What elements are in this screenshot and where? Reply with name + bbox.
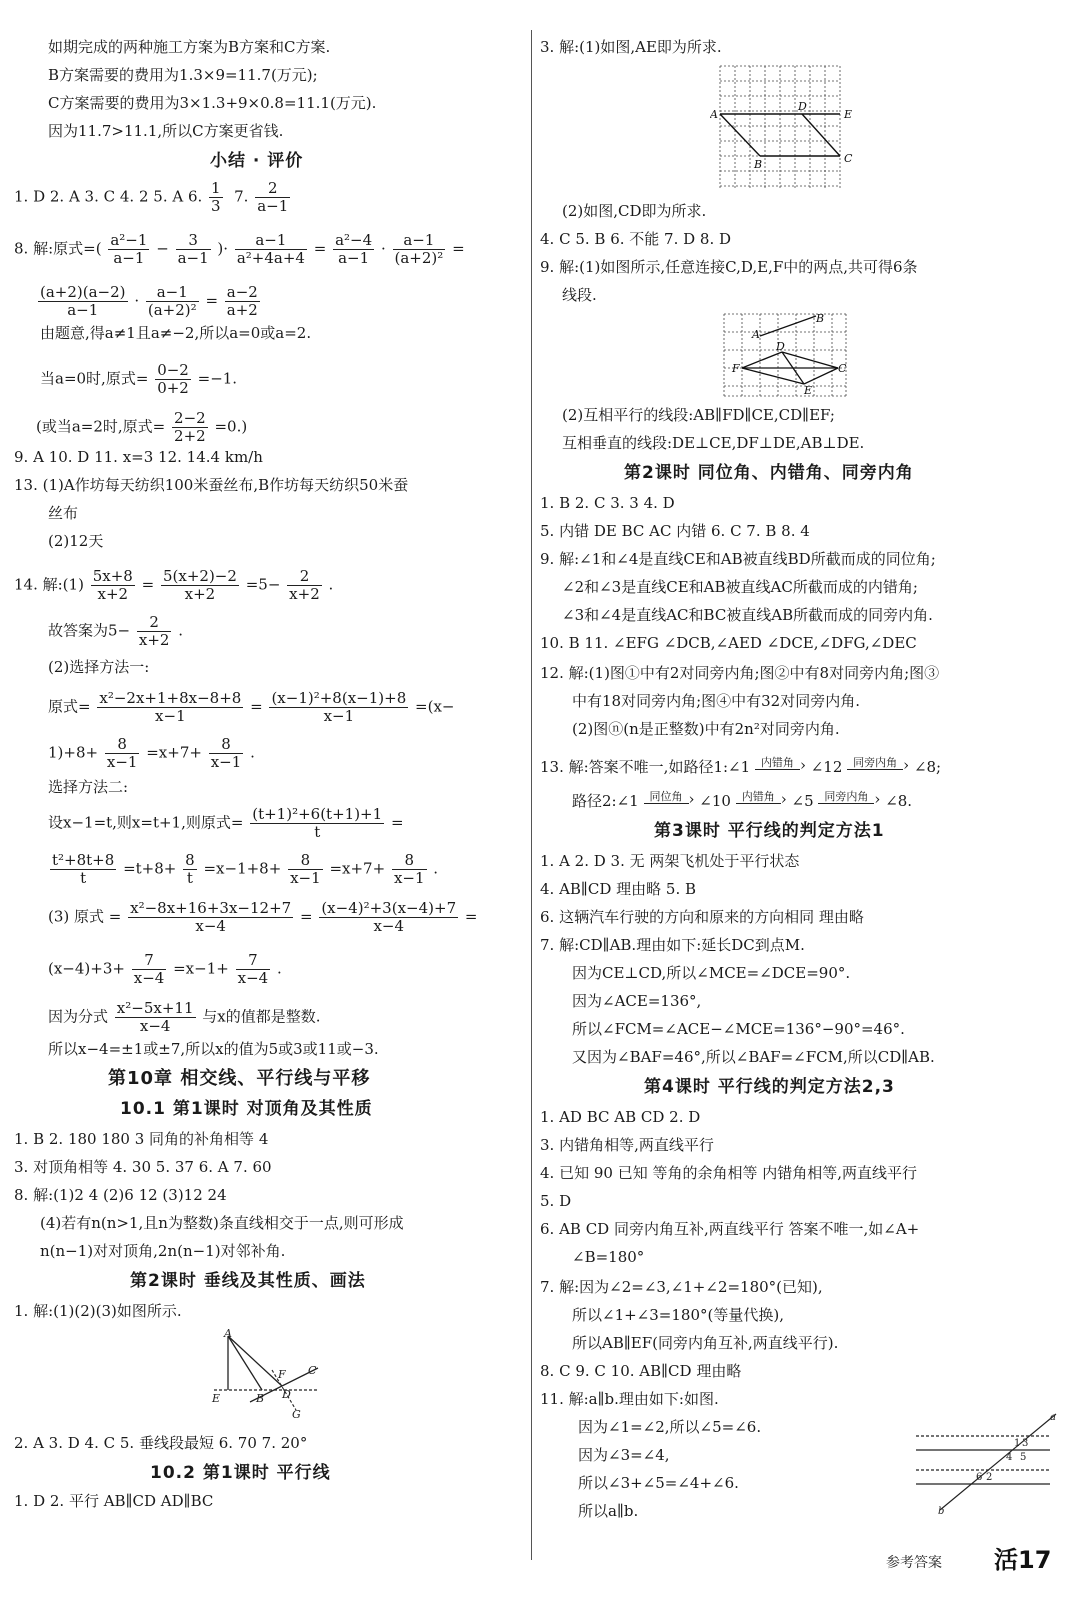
point-label: C — [844, 152, 853, 165]
point-label: E — [844, 108, 853, 121]
text-line: 3. 解:(1)如图,AE即为所求. — [540, 38, 722, 56]
parallel-lines-figure — [910, 1410, 1060, 1520]
text-line: B方案需要的费用为1.3×9=11.7(万元); — [48, 66, 318, 84]
text-line: 4. AB∥CD 理由略 5. B — [540, 880, 697, 898]
text-line: 所以∠1+∠3=180°(等量代换), — [572, 1306, 784, 1324]
text-line: 4. C 5. B 6. 不能 7. D 8. D — [540, 230, 732, 248]
text-line: ∠2和∠3是直线CE和AB被直线AC所截而成的内错角; — [562, 578, 918, 596]
arrow-label: 内错角 — [736, 791, 781, 804]
text-line: n(n−1)对对顶角,2n(n−1)对邻补角. — [40, 1242, 286, 1260]
text-line: 线段. — [562, 286, 597, 304]
text-line: 9. 解:∠1和∠4是直线CE和AB被直线BD所截而成的同位角; — [540, 550, 936, 568]
text-line: 由题意,得a≠1且a≠−2,所以a=0或a=2. — [40, 324, 312, 342]
text-line: (4)若有n(n>1,且n为整数)条直线相交于一点,则可形成 — [40, 1214, 404, 1232]
text-line: (2)如图,CD即为所求. — [562, 202, 707, 220]
text-line: 1. AD BC AB CD 2. D — [540, 1108, 701, 1126]
answer-line: (x−4)+3+ $\frac{7}{x-4}$ =x−1+ $\frac{7}{x-4}$ . — [48, 951, 282, 987]
text-line: 因为∠3=∠4, — [578, 1446, 670, 1464]
section-heading: 第4课时 平行线的判定方法2,3 — [644, 1077, 895, 1097]
point-label: B — [754, 158, 763, 171]
answer-line: 14. 解:(1) $\frac{5x+8}{x+2}$ = $\frac{5(x+2)-2}{x+2}$ =5− $\frac{2}{x+2}$ . — [14, 567, 334, 603]
line-label: b — [938, 1506, 945, 1517]
text-line: 1. B 2. C 3. 3 4. D — [540, 494, 675, 512]
point-label: E — [804, 384, 813, 397]
text-line: 12. 解:(1)图①中有2对同旁内角;图②中有8对同旁内角;图③ — [540, 664, 940, 682]
text-line: 1. 解:(1)(2)(3)如图所示. — [14, 1302, 182, 1320]
text-line: 2. A 3. D 4. C 5. 垂线段最短 6. 70 7. 20° — [14, 1434, 308, 1452]
answer-line: 因为分式 $\frac{\text{x²−5x+11}}{x-4}$ 与x的值都是整数. — [48, 999, 321, 1035]
perpendicular-figure — [200, 1328, 330, 1430]
angle-label: 5 — [1020, 1452, 1027, 1463]
angle-label: 4 — [1006, 1452, 1013, 1463]
text-line: (2)图ⓝ(n是正整数)中有2n²对同旁内角. — [572, 720, 840, 738]
text-line: 所以∠3+∠5=∠4+∠6. — [578, 1474, 739, 1492]
section-heading: 小结 · 评价 — [210, 151, 304, 171]
angle-label: 3 — [1022, 1438, 1029, 1449]
text-line: 3. 内错角相等,两直线平行 — [540, 1136, 714, 1154]
section-heading: 10.2 第1课时 平行线 — [150, 1463, 331, 1483]
text-line: 7. 解:因为∠2=∠3,∠1+∠2=180°(已知), — [540, 1278, 823, 1296]
section-heading: 第3课时 平行线的判定方法1 — [654, 821, 885, 841]
text-line: 8. 解:(1)2 4 (2)6 12 (3)12 24 — [14, 1186, 227, 1204]
column-divider — [531, 30, 532, 1560]
answer-line: 故答案为5− $\frac{2}{x+2}$ . — [48, 613, 184, 649]
arrow-label: 同位角 — [644, 791, 689, 804]
text-line: 因为∠ACE=136°, — [572, 992, 702, 1010]
point-label: A — [752, 328, 760, 341]
point-label: C — [838, 362, 847, 375]
text-line: (2)选择方法一: — [48, 658, 150, 676]
line-label: a — [1050, 1412, 1056, 1423]
point-label: B — [256, 1392, 265, 1405]
text-line: 所以a∥b. — [578, 1502, 639, 1520]
point-label: G — [292, 1408, 301, 1421]
answer-line: $\frac{(a+2)(a-2)}{a-1}$ · $\frac{a-1}{\text{(a+2)²}}$ = $\frac{a-2}{a+2}$ — [40, 283, 258, 319]
text-line: 所以x−4=±1或±7,所以x的值为5或3或11或−3. — [48, 1040, 379, 1058]
text-line: 1. A 2. D 3. 无 两架飞机处于平行状态 — [540, 852, 800, 870]
text-line: ∠B=180° — [572, 1248, 645, 1266]
answer-line: 原式= $\frac{\text{x²−2x+1+8x−8+8}}{x-1}$ = $\frac{\text{(x−1)²+8(x−1)+8}}{x-1}$ =(x− — [48, 689, 455, 725]
text-line: 6. AB CD 同旁内角互补,两直线平行 答案不唯一,如∠A+ — [540, 1220, 920, 1238]
point-label: D — [282, 1388, 291, 1401]
text-line: 4. 已知 90 已知 等角的余角相等 内错角相等,两直线平行 — [540, 1164, 918, 1182]
point-label: B — [816, 312, 825, 325]
text-line: 9. 解:(1)如图所示,任意连接C,D,E,F中的两点,共可得6条 — [540, 258, 918, 276]
text-line: 3. 对顶角相等 4. 30 5. 37 6. A 7. 60 — [14, 1158, 272, 1176]
text-line: 7. 解:CD∥AB.理由如下:延长DC到点M. — [540, 936, 805, 954]
text-line: (2)12天 — [48, 532, 104, 550]
text-line: 11. 解:a∥b.理由如下:如图. — [540, 1390, 719, 1408]
text-line: 10. B 11. ∠EFG ∠DCB,∠AED ∠DCE,∠DFG,∠DEC — [540, 634, 917, 652]
arrow-label: 同旁内角 — [847, 757, 903, 770]
text-line: 1. D 2. 平行 AB∥CD AD∥BC — [14, 1492, 214, 1510]
text-line: ∠3和∠4是直线AC和BC被直线AB所截而成的同旁内角. — [562, 606, 933, 624]
text-line: 9. A 10. D 11. x=3 12. 14.4 km/h — [14, 448, 263, 466]
answer-line: 路径2:∠1 同位角 › ∠10 内错角 › ∠5 同旁内角 › ∠8. — [572, 790, 913, 810]
text-line: 中有18对同旁内角;图④中有32对同旁内角. — [572, 692, 860, 710]
point-label: E — [212, 1392, 221, 1405]
point-label: F — [278, 1368, 286, 1381]
arrow-label: 同旁内角 — [818, 791, 874, 804]
answer-line: 1)+8+ $\frac{8}{x-1}$ =x+7+ $\frac{8}{x-1}$ . — [48, 735, 255, 771]
chapter-heading: 第10章 相交线、平行线与平移 — [108, 1068, 371, 1089]
answer-line: 1. D 2. A 3. C 4. 2 5. A 6. $\frac{1}{3}$ 7. $\frac{2}{a-1}$ — [14, 179, 289, 215]
text-line: 1. B 2. 180 180 3 同角的补角相等 4 — [14, 1130, 269, 1148]
text-line: 如期完成的两种施工方案为B方案和C方案. — [48, 38, 331, 56]
section-heading: 10.1 第1课时 对顶角及其性质 — [120, 1099, 373, 1119]
answer-line: 设x−1=t,则x=t+1,则原式= $\frac{\text{(t+1)²+6(t+1)+1}}{t}$ = — [48, 805, 404, 841]
point-label: A — [224, 1328, 232, 1340]
point-label: C — [308, 1364, 317, 1377]
point-label: D — [776, 340, 785, 353]
grid-figure-2 — [720, 310, 850, 402]
answer-line: (或当a=2时,原式= $\frac{2-2}{2+2}$ =0.) — [36, 409, 248, 445]
section-heading: 第2课时 同位角、内错角、同旁内角 — [624, 463, 914, 483]
text-line: 又因为∠BAF=46°,所以∠BAF=∠FCM,所以CD∥AB. — [572, 1048, 935, 1066]
grid-figure-1 — [710, 62, 856, 194]
arrow-label: 内错角 — [755, 757, 800, 770]
text-line: (2)互相平行的线段:AB∥FD∥CE,CD∥EF; — [562, 406, 835, 424]
answer-line: $\frac{\text{t²+8t+8}}{t}$ =t+8+ $\frac{8}{t}$ =x−1+8+ $\frac{8}{x-1}$ =x+7+ $\frac{8}{x-1}$ . — [52, 851, 439, 887]
text-line: 13. (1)A作坊每天纺织100米蚕丝布,B作坊每天纺织50米蚕 — [14, 476, 409, 494]
section-heading: 第2课时 垂线及其性质、画法 — [130, 1271, 366, 1291]
text-line: 所以∠FCM=∠ACE−∠MCE=136°−90°=46°. — [572, 1020, 905, 1038]
answer-line: (3) 原式 = $\frac{\text{x²−8x+16+3x−12+7}}{x-4}$ = $\frac{\text{(x−4)²+3(x−4)+7}}{x-4}$ = — [48, 899, 478, 935]
angle-label: 1 — [1014, 1438, 1021, 1449]
answer-line: 当a=0时,原式= $\frac{0-2}{0+2}$ =−1. — [40, 361, 238, 397]
text-line: 所以AB∥EF(同旁内角互补,两直线平行). — [572, 1334, 839, 1352]
text-line: 因为11.7>11.1,所以C方案更省钱. — [48, 122, 284, 140]
answer-line: 8. 解:原式=( $\frac{\text{a²−1}}{a-1}$ − $\frac{3}{a-1}$ )· $\frac{a-1}{\text{a²+4a+4}}$ = $\frac{\text{a²−4}}{a-1}$ · $\frac{a-1}{\text{(a+2)²}}$ = — [14, 231, 465, 267]
text-line: 互相垂直的线段:DE⊥CE,DF⊥DE,AB⊥DE. — [562, 434, 865, 452]
text-line: 8. C 9. C 10. AB∥CD 理由略 — [540, 1362, 742, 1380]
point-label: F — [732, 362, 740, 375]
text-line: 5. 内错 DE BC AC 内错 6. C 7. B 8. 4 — [540, 522, 810, 540]
text-line: 因为CE⊥CD,所以∠MCE=∠DCE=90°. — [572, 964, 851, 982]
text-line: 5. D — [540, 1192, 572, 1210]
answer-line: 13. 解:答案不唯一,如路径1:∠1 内错角 › ∠12 同旁内角 › ∠8; — [540, 756, 942, 776]
point-label: D — [798, 100, 807, 113]
text-line: C方案需要的费用为3×1.3+9×0.8=11.1(万元). — [48, 94, 377, 112]
text-line: 因为∠1=∠2,所以∠5=∠6. — [578, 1418, 762, 1436]
page-number: 活17 — [994, 1546, 1052, 1574]
angle-label: 2 — [986, 1472, 993, 1483]
text-line: 选择方法二: — [48, 778, 129, 796]
footer-label: 参考答案 — [886, 1555, 942, 1571]
angle-label: 6 — [976, 1472, 983, 1483]
text-line: 丝布 — [48, 504, 79, 522]
text-line: 6. 这辆汽车行驶的方向和原来的方向相同 理由略 — [540, 908, 864, 926]
point-label: A — [710, 108, 718, 121]
